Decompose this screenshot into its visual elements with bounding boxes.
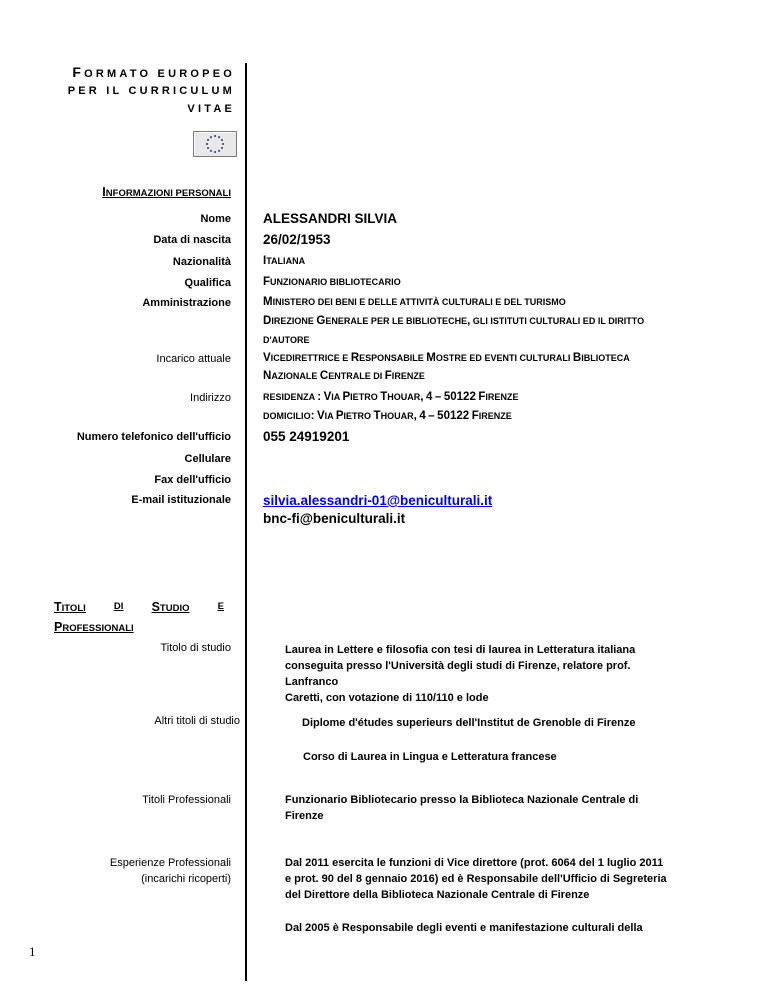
value-telefono: 055 24919201 (263, 429, 350, 444)
value-esperienze-2: Dal 2005 è Responsabile degli eventi e manifestazione culturali della (285, 922, 643, 934)
label-titoli-professionali: Titoli Professionali (142, 794, 231, 806)
esp-line: e prot. 90 del 8 gennaio 2016) ed è Responsabile dell'Ufficio di Segreteria (285, 873, 667, 885)
esp-label-line: (incarichi ricoperti) (141, 873, 231, 885)
value-esperienze (285, 855, 685, 903)
value-titoli-professionali (285, 792, 685, 824)
value-data-nascita: 26/02/1953 (263, 232, 331, 247)
header-line-1: FORMATO EUROPEO (72, 64, 235, 80)
value-incarico-2: NAZIONALE CENTRALE DI FIRENZE (263, 370, 425, 382)
section-personal-title: INFORMAZIONI PERSONALI (102, 185, 231, 199)
esp-line: Dal 2011 esercita le funzioni di Vice direttore (prot. 6064 del 1 luglio 2011 (285, 857, 664, 869)
value-amministrazione-3: D'AUTORE (263, 335, 310, 345)
label-incarico: Incarico attuale (156, 353, 231, 365)
label-email: E-mail istituzionale (131, 494, 231, 506)
titolo-line: conseguita presso l'Università degli studi di Firenze, relatore prof. Lanfranco (285, 660, 631, 688)
header-line-3: VITAE (187, 103, 235, 115)
column-divider (245, 63, 247, 981)
email-link[interactable]: silvia.alessandri-01@beniculturali.it (263, 493, 493, 508)
label-altri-titoli: Altri titoli di studio (154, 715, 240, 727)
value-altri-2: Corso di Laurea in Lingua e Letteratura francese (303, 751, 557, 763)
value-titolo-studio (285, 642, 685, 706)
value-altri-1: Diplome d'études superieurs dell'Institut de Grenoble di Firenze (302, 717, 636, 729)
label-esperienze (110, 855, 231, 887)
titolo-line: Caretti, con votazione di 110/110 e lode (285, 692, 489, 704)
esp-line: del Direttore della Biblioteca Nazionale Centrale di Firenze (285, 889, 590, 901)
section-studies-title: TITOLI DI STUDIO E PROFESSIONALI (54, 600, 224, 634)
titolo-line: Laurea in Lettere e filosofia con tesi di laurea in Letteratura italiana (285, 644, 636, 656)
label-nazionalita: Nazionalità (172, 256, 231, 268)
value-amministrazione-1: MINISTERO DEI BENI E DELLE ATTIVITÀ CULTURALI E DEL TURISMO (263, 296, 566, 308)
label-indirizzo: Indirizzo (190, 392, 231, 404)
value-nome: ALESSANDRI SILVIA (263, 211, 398, 226)
prof-line: Funzionario Bibliotecario presso la Biblioteca Nazionale Centrale di (285, 794, 639, 806)
label-fax: Fax dell'ufficio (154, 474, 231, 486)
eu-flag-icon (193, 131, 237, 157)
value-amministrazione-2: DIREZIONE GENERALE PER LE BIBLIOTECHE, GLI ISTITUTI CULTURALI ED IL DIRITTO (263, 315, 645, 327)
label-cellulare: Cellulare (184, 453, 231, 465)
value-email-istituto: bnc-fi@beniculturali.it (263, 511, 406, 526)
label-amministrazione: Amministrazione (142, 297, 231, 309)
value-residenza: RESIDENZA : VIA PIETRO THOUAR, 4 – 50122 FIRENZE (263, 391, 519, 403)
page-number: 1 (29, 944, 36, 959)
header-line-2: PER IL CURRICULUM (67, 85, 235, 97)
value-qualifica: FUNZIONARIO BIBLIOTECARIO (263, 276, 401, 288)
value-nazionalita: ITALIANA (263, 255, 306, 267)
value-email-personale (263, 492, 492, 509)
label-nome: Nome (200, 213, 231, 225)
esp-label-line: Esperienze Professionali (109, 857, 231, 869)
value-incarico-1: VICEDIRETTRICE E RESPONSABILE MOSTRE ED EVENTI CULTURALI BIBLIOTECA (263, 352, 630, 364)
value-domicilio: DOMICILIO: VIA PIETRO THOUAR, 4 – 50122 FIRENZE (263, 410, 512, 422)
label-data-nascita: Data di nascita (153, 234, 231, 246)
prof-line: Firenze (285, 810, 324, 822)
label-titolo-studio: Titolo di studio (160, 642, 231, 654)
label-telefono: Numero telefonico dell'ufficio (76, 431, 231, 443)
label-qualifica: Qualifica (184, 277, 231, 289)
